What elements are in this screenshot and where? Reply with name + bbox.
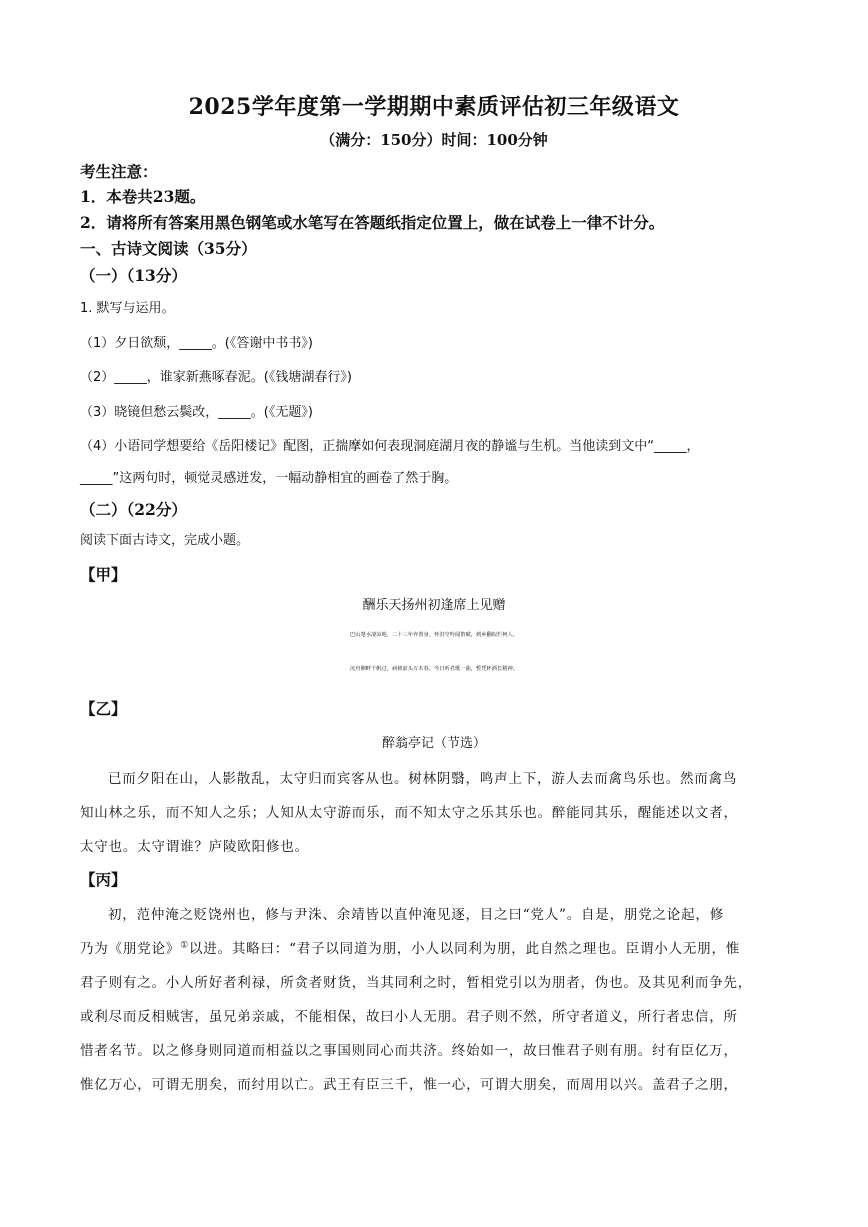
footnote-marker: ① xyxy=(180,940,189,951)
question-1-prompt: 1. 默写与运用。 xyxy=(80,301,175,316)
text-jia-line-1: 巴山楚水凄凉地，二十三年弃置身。怀旧空吟闻笛赋，到乡翻似烂柯人。 xyxy=(350,632,518,638)
part-2-heading: （二）（22分） xyxy=(80,500,187,519)
text-yi-line-3: 太守也。太守谓谁？庐陵欧阳修也。 xyxy=(80,839,309,855)
text-jia-line-2: 沉舟侧畔千帆过，病树前头万木春。今日听君歌一曲，暂凭杯酒长精神。 xyxy=(350,666,518,672)
text-bing-line-5: 惜者名节。以之修身则同道而相益以之事国则同心而共济。终始如一，故曰惟君子则有朋。纣有臣亿万， xyxy=(80,1043,738,1059)
text-jia-title: 酬乐天扬州初逢席上见赠 xyxy=(362,598,506,613)
part-2-prompt: 阅读下面古诗文，完成小题。 xyxy=(80,533,250,548)
notice-item-2: 2．请将所有答案用黑色钢笔或水笔写在答题纸指定位置上，做在试卷上一律不计分。 xyxy=(80,213,665,232)
question-1-2: （2）_____，谁家新燕啄春泥。(《钱塘湖春行》) xyxy=(80,370,352,385)
text-bing-label: 【丙】 xyxy=(80,870,127,889)
part-1-heading: （一）（13分） xyxy=(80,266,187,285)
question-1-4-line-2: _____”这两句时，顿觉灵感迸发，一幅动静相宜的画卷了然于胸。 xyxy=(80,471,458,486)
question-1-1: （1）夕日欲颓，_____。(《答谢中书书》) xyxy=(80,336,313,351)
text-bing-line-3: 君子则有之。小人所好者利禄，所贪者财货，当其同利之时，暂相党引以为朋者，伪也。及其见利而争先， xyxy=(80,975,753,991)
text-bing-line-2-rest: 以进。其略曰：“君子以同道为朋，小人以同利为朋，此自然之理也。臣谓小人无朋，惟 xyxy=(188,941,741,957)
page-subtitle: （满分：150分）时间：100分钟 xyxy=(320,131,548,149)
question-1-3: （3）晓镜但愁云鬓改，_____。(《无题》) xyxy=(80,405,313,420)
page-title: 2025学年度第一学期期中素质评估初三年级语文 xyxy=(188,94,680,120)
text-yi-line-2: 知山林之乐，而不知人之乐；人知从太守游而乐，而不知太守之乐其乐也。醉能同其乐，醒能述以文者， xyxy=(80,805,738,821)
text-bing-line-4: 或利尽而反相贼害，虽兄弟亲戚，不能相保，故曰小人无朋。君子则不然，所守者道义，所行者忠信，所 xyxy=(80,1009,738,1025)
question-1-4-line-1: （4）小语同学想要给《岳阳楼记》配图，正揣摩如何表现洞庭湖月夜的静谧与生机。当他读到文中“_____， xyxy=(80,439,700,454)
section-1-heading: 一、古诗文阅读（35分） xyxy=(80,239,257,258)
text-bing-line-2 xyxy=(80,937,792,957)
text-yi-title: 醉翁亭记（节选） xyxy=(381,736,486,751)
text-bing-line-1: 初，范仲淹之贬饶州也，修与尹洙、余靖皆以直仲淹见逐，目之曰“党人”。自是，朋党之论起，修 xyxy=(108,907,725,923)
text-bing-line-6: 惟亿万心，可谓无朋矣，而纣用以亡。武王有臣三千，惟一心，可谓大朋矣，而周用以兴。盖君子之朋， xyxy=(80,1077,738,1093)
notice-item-1: 1．本卷共23题。 xyxy=(80,187,206,206)
text-yi-label: 【乙】 xyxy=(80,699,127,718)
notice-heading: 考生注意： xyxy=(80,162,158,181)
text-bing-line-2-start: 乃为《朋党论》 xyxy=(80,941,181,957)
text-yi-line-1: 已而夕阳在山，人影散乱，太守归而宾客从也。树林阴翳，鸣声上下，游人去而禽鸟乐也。然而禽鸟 xyxy=(108,771,738,787)
text-jia-label: 【甲】 xyxy=(80,565,127,584)
